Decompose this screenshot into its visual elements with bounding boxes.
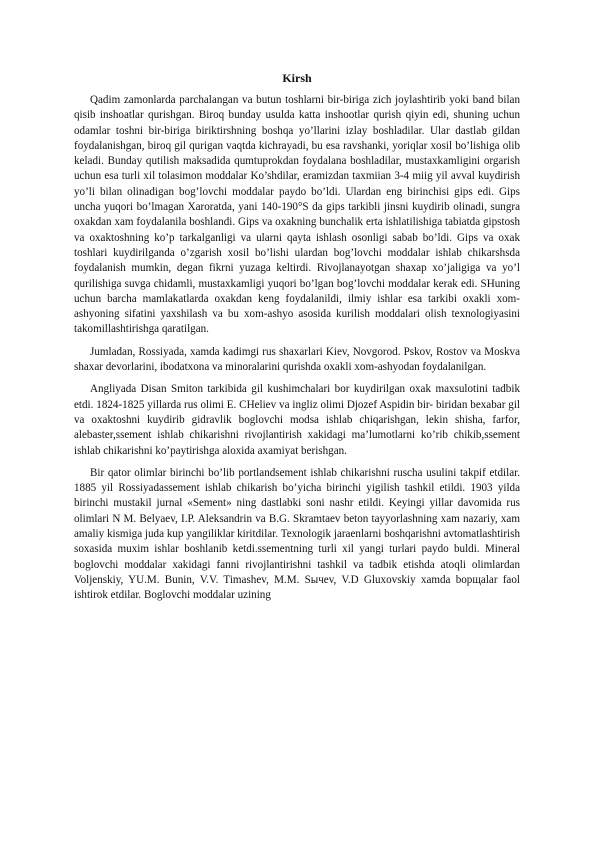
paragraph-4: Bir qator olimlar birinchi bo’lib portlandsement ishlab chikarishni ruscha usulini takpif etdilar. 1885 yil Rossiyadassement ishlab chikarish bo’yicha birinchi yigilish tashkil etildi. 1903 yilda birinchi mustakil jurnal «Sement» ning dastlabki soni nashr etildi. Keyingi yillar davomida rus olimlari N M. Belyaev, I.P. Aleksandrin va B.G. Skramtaev beton tayyorlashning xam nazariy, xam amaliy kismiga juda kup yangiliklar kiritdilar. Texnologik jaraenlarni boshqarishni avtomatlashtirish soxasida muxim ishlar boshlanib ketdi.ssementning turli xil yangi turlari paydo buldi. Mineral boglovchi moddalar xakidagi fanni rivojlantirishni tashkil va tadbik etishda atoqli olimlardan Voljenskiy, YU.M. Bunin, V.V. Timashev, M.M. Sычev, V.D Gluxovskiy xamda bopщalar faol ishtirok etdilar. Boglovchi moddalar uzining: [74, 466, 520, 602]
paragraph-2: Jumladan, Rossiyada, xamda kadimgi rus shaxarlari Kiev, Novgorod. Pskov, Rostov va Moskva shaxar devorlarini, ibodatxona va minoralarini qurishda oxakli xom-ashyodan foydalanilgan.: [74, 345, 520, 374]
document-page: [74, 70, 520, 611]
paragraph-1: Qadim zamonlarda parchalangan va butun toshlarni bir-biriga zich joylashtirib yoki band bilan qisib inshoatlar qurishgan. Biroq bunday usulda katta inshootlar qurish qiyin edi, shuning uchun odamlar toshni bir-biriga biriktirshning boshqa yo’llarini izlay boshladilar. Ular dastlab gildan foydalanishgan, biroq gil qurigan vaqtda kichrayadi, bu esa ravshanki, yoriqlar xosil bo’lishiga olib keladi. Bunday qutilish maksadida qumtuprokdan foydalana boshladilar, mustaxkamligini orgarish uchun esa turli xil tolasimon moddalar Ko’shdilar, eramizdan taxmiian 3-4 miig yil avval kuydirish yo’li bilan olinadigan bog’lovchi moddalar paydo bo’ldi. Ulardan eng birinchisi gips edi. Gips uncha yuqori bo’lmagan Xaroratda, yani 140-190°S da gips tarkibli jinsni kuydirib olinadi, sungra oxakdan xam foydalanila boshlandi. Gips va oxakning bunchalik erta ishlatilishiga tabiatda gipstosh va oxaktoshning ko’p tarkalganligi va ularni qayta ishlash osonligi sabab bo’ldi. Gips va oxak toshlari kuydirilganda o’zgarish xosil bo’lishi ulardan bog’lovchi moddalar ishlab chikarshsda foydalanish mumkin, degan fikrni yuzaga keltirdi. Rivojlanayotgan shaxap xo’jaligiga va yo’l qurilishiga suvga chidamli, mustaxkamligi yuqori bo’lgan bog’lovchi moddalar kerak edi. SHuning uchun barcha mamlakatlarda oxakdan keng foydalanildi, ilmiy ishlar esa tarkibi oxakli xom-ashyoning sifatini yaxshilash va bu xom-ashyo asosida kurilish moddalari olish texnologiyasini takomillashtirishga qaratilgan.: [74, 94, 520, 336]
document-title: Kirsh: [282, 71, 312, 85]
paragraph-3: Angliyada Disan Smiton tarkibida gil kushimchalari bor kuydirilgan oxak maxsulotini tadbik etdi. 1824-1825 yillarda rus olimi E. CHeliev va ingliz olimi Djozef Aspidin bir- biridan bexabar gil va oxaktoshni kuydirib gidravlik boglovchi modsa ishlab chiqarishgan, lekin shisha, farfor, alebaster,ssement ishlab chikarishni rivojlantirish xakidagi ma’lumotlarni ko’rib chikib,ssement ishlab chikarishni ko’paytirishga aloxida axamiyat berishgan.: [74, 383, 520, 457]
